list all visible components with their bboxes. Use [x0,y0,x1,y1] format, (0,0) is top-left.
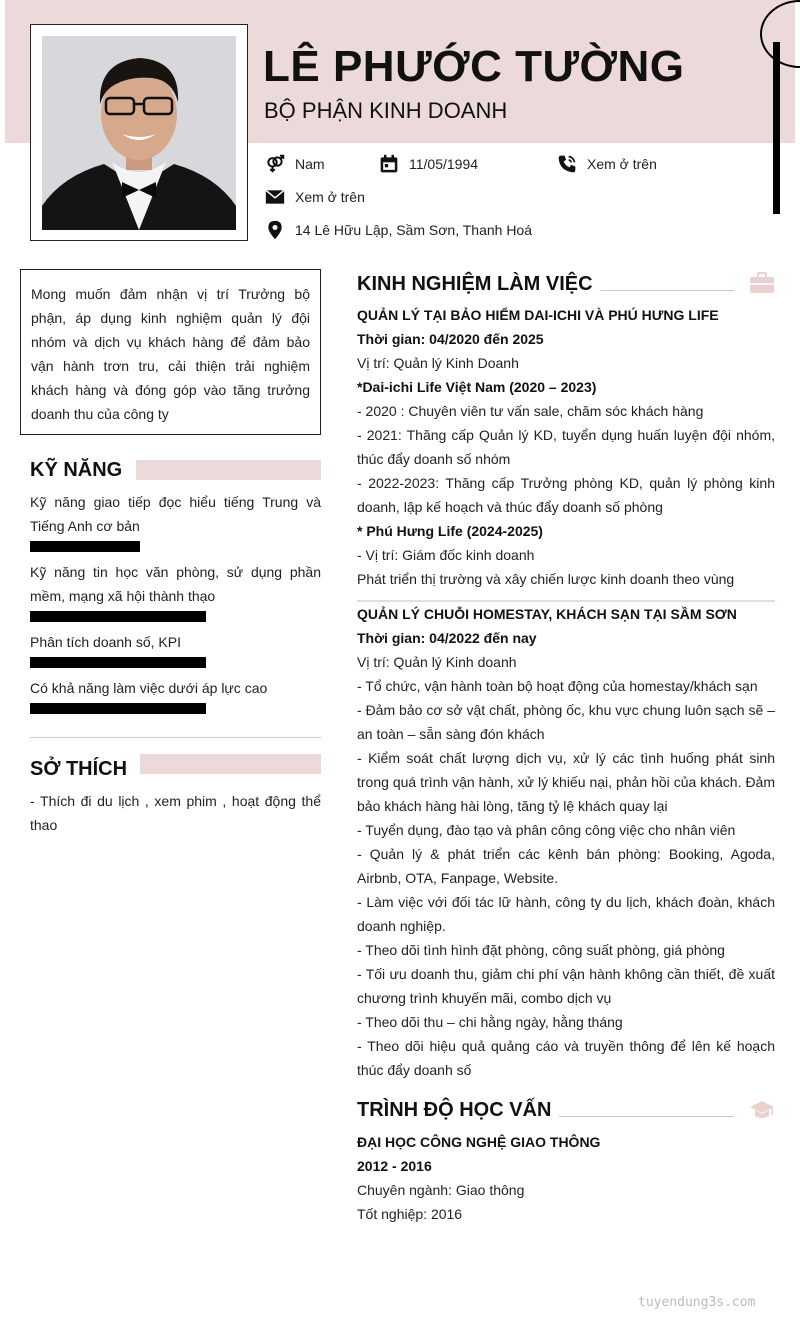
job-company: QUẢN LÝ TẠI BẢO HIỂM DAI-ICHI VÀ PHÚ HƯNG LIFE [357,307,719,323]
job-line: - Tuyển dụng, đào tạo và phân công công việc cho nhân viên [357,822,736,838]
department-title: BỘ PHẬN KINH DOANH [264,98,508,123]
job-time: Thời gian: 04/2022 đến nay [357,630,537,646]
graduation-year: Tốt nghiệp: 2016 [357,1206,463,1222]
birthday-info [379,154,478,174]
education-entry [357,1130,775,1226]
job-line: *Dai-ichi Life Việt Nam (2020 – 2023) [357,379,597,395]
phone-info [557,154,657,174]
job-line: - Làm việc với đối tác lữ hành, công ty du lịch, khách đoàn, khách doanh nghiệp. [357,894,775,934]
phone-value: Xem ở trên [587,156,657,172]
skill-level-bar [30,541,140,552]
birthday-value: 11/05/1994 [409,156,479,172]
education-title-rule [559,1116,734,1117]
job-line: - Tổ chức, vận hành toàn bộ hoạt động của homestay/khách sạn [357,678,758,694]
skill-level-bar [30,657,206,668]
gender-info [265,154,325,174]
email-value: Xem ở trên [295,189,365,205]
job-line: Phát triển thị trường và xây chiến lược kinh doanh theo vùng [357,571,735,587]
profile-photo [42,36,236,230]
skill-item-label: Phân tích doanh số, KPI [30,634,181,650]
job-time: Thời gian: 04/2020 đến 2025 [357,331,544,347]
job-line: - Tối ưu doanh thu, giảm chi phí vận hành không cần thiết, đề xuất chương trình khuyến mãi, combo dịch vụ [357,966,775,1006]
email-info [265,187,365,207]
school-name: ĐẠI HỌC CÔNG NGHỆ GIAO THÔNG [357,1134,601,1150]
address-info [265,220,532,240]
skills-title-bar [136,460,321,480]
job-line: - 2022-2023: Thăng cấp Trưởng phòng KD, quản lý phòng kinh doanh, lập kế hoạch và thúc đẩy doanh số phòng [357,475,775,515]
skill-item-label: Có khả năng làm việc dưới áp lực cao [30,680,268,696]
career-objective: Mong muốn đảm nhận vị trí Trưởng bộ phận, áp dụng kinh nghiệm quản lý đội nhóm và dịch vụ khách hàng để đảm bảo vận hành trơn tru, cải thiện trải nghiệm khách hàng và đóng góp vào tăng trưởng doanh thu của công ty [20,269,321,435]
job-line: - Quản lý & phát triển các kênh bán phòng: Booking, Agoda, Airbnb, OTA, Fanpage, Website. [357,846,775,886]
job-line: - Theo dõi thu – chi hằng ngày, hằng tháng [357,1014,623,1030]
job-position: Vị trí: Quản lý Kinh doanh [357,654,517,670]
skill-item-label: Kỹ năng giao tiếp đọc hiểu tiếng Trung và Tiếng Anh cơ bản [30,494,321,534]
job-line: * Phú Hưng Life (2024-2025) [357,523,543,539]
briefcase-icon [749,272,775,294]
graduation-cap-icon [749,1100,775,1120]
job-line: - 2020 : Chuyên viên tư vấn sale, chăm sóc khách hàng [357,403,704,419]
envelope-icon [265,187,285,207]
job-line: - Theo dõi tình hình đặt phòng, công suất phòng, giá phòng [357,942,725,958]
phone-icon [557,154,577,174]
skill-level-bar [30,611,206,622]
skill-item-label: Kỹ năng tin học văn phòng, sử dụng phần mềm, mạng xã hội thành thạo [30,564,321,604]
experience-title: KINH NGHIỆM LÀM VIỆC [357,273,593,295]
section-divider [30,737,321,738]
map-pin-icon [265,220,285,240]
address-value: 14 Lê Hữu Lập, Sầm Sơn, Thanh Hoá [295,222,532,238]
gender-value: Nam [295,156,325,172]
hobbies-text: - Thích đi du lịch , xem phim , hoạt động thể thao [30,793,321,833]
job-line: - 2021: Thăng cấp Quản lý KD, tuyển dụng huấn luyện đội nhóm, thúc đẩy doanh số nhóm [357,427,775,467]
job-entry [357,602,775,1082]
study-years: 2012 - 2016 [357,1158,432,1174]
education-title: TRÌNH ĐỘ HỌC VẤN [357,1099,552,1121]
major: Chuyên ngành: Giao thông [357,1182,525,1198]
job-line: - Theo dõi hiệu quả quảng cáo và truyền thông để lên kế hoạch thúc đẩy doanh số [357,1038,775,1078]
experience-title-rule [600,290,734,291]
job-line: - Đảm bảo cơ sở vật chất, phòng ốc, khu vực chung luôn sạch sẽ – an toàn – sẵn sàng đón khách [357,702,775,742]
job-company: QUẢN LÝ CHUỖI HOMESTAY, KHÁCH SẠN TẠI SẦM SƠN [357,606,737,622]
candidate-name: LÊ PHƯỚC TƯỜNG [263,42,685,91]
job-line: - Kiểm soát chất lượng dịch vụ, xử lý các tình huống phát sinh trong quá trình vận hành, xử lý khiếu nại, phản hồi của khách. Đảm bảo khách hàng hài lòng, tăng tỷ lệ khách quay lại [357,750,775,814]
gender-icon [265,154,285,174]
job-line: - Vị trí: Giám đốc kinh doanh [357,547,535,563]
decorative-bar [773,42,780,214]
watermark: tuyendung3s.com [638,1295,756,1310]
skills-title: KỸ NĂNG [30,459,123,481]
skill-level-bar [30,703,206,714]
job-entry [357,303,775,591]
hobbies-title-bar [140,754,321,774]
calendar-icon [379,154,399,174]
job-position: Vị trí: Quản lý Kinh Doanh [357,355,519,371]
hobbies-title: SỞ THÍCH [30,758,128,780]
